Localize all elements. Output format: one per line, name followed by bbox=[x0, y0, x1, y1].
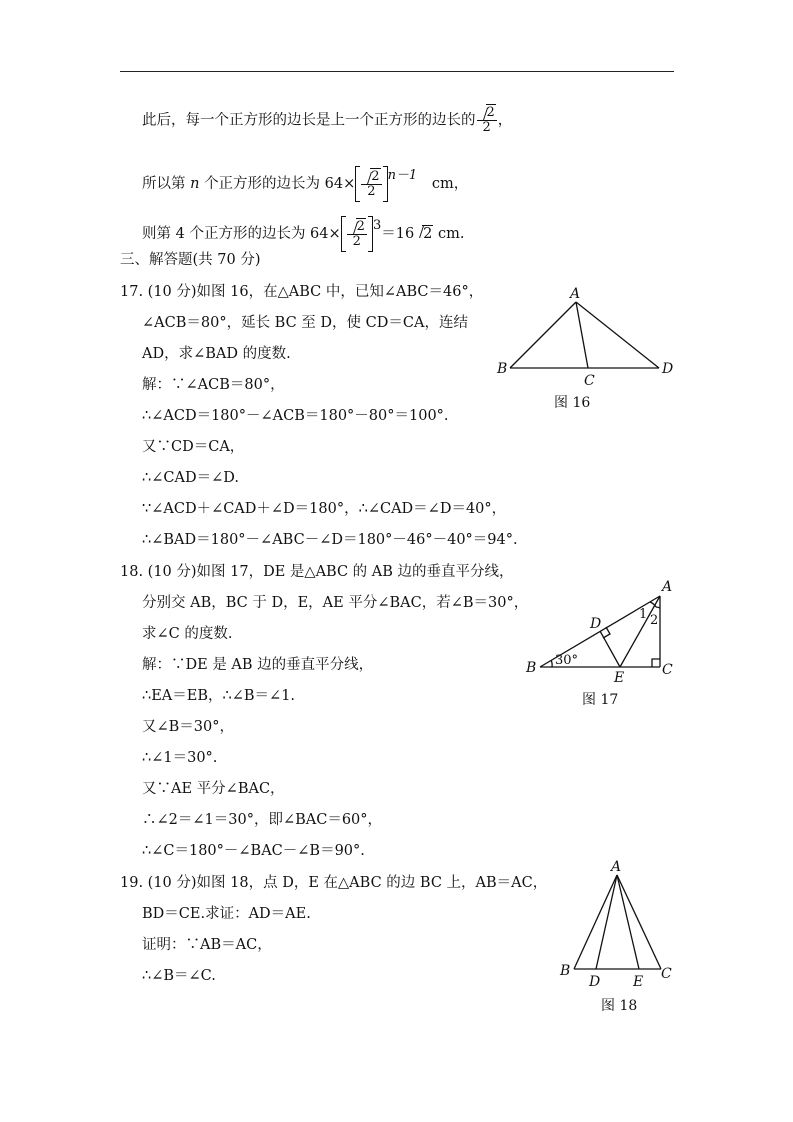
label-A: A bbox=[662, 579, 673, 595]
angle-arc-B bbox=[551, 660, 552, 667]
q18-step7: ∴∠C＝180°－∠BAC－∠B＝90°. bbox=[142, 843, 365, 859]
header-rule bbox=[120, 71, 674, 72]
text: 个正方形的边长为 64× bbox=[204, 176, 356, 192]
q17-step6: ∴∠BAD＝180°－∠ABC－∠D＝180°－46°－40°＝94°. bbox=[142, 532, 518, 548]
fraction-sqrt2-over-2 bbox=[347, 220, 367, 249]
text: 所以第 bbox=[142, 176, 186, 192]
figure-16 bbox=[494, 282, 684, 412]
text: 则第 4 个正方形的边长为 64× bbox=[142, 226, 341, 242]
section-heading: 三、解答题(共 70 分) bbox=[120, 252, 261, 268]
right-angle-C bbox=[652, 659, 660, 667]
label-E: E bbox=[614, 670, 625, 686]
caption-16: 图 16 bbox=[554, 395, 591, 411]
q18-step4: ∴∠1＝30°. bbox=[142, 750, 218, 766]
text: ＝16 bbox=[381, 226, 415, 242]
q19-line2: BD＝CE.求证：AD＝AE. bbox=[142, 906, 311, 922]
label-D: D bbox=[589, 974, 601, 990]
label-angle-2: 2 bbox=[650, 613, 659, 628]
label-C: C bbox=[661, 966, 672, 982]
radicand: 2 bbox=[371, 168, 380, 184]
edge-DE bbox=[600, 631, 620, 667]
label-C: C bbox=[584, 373, 595, 389]
line-nth-square bbox=[142, 166, 468, 202]
q18-step3: 又∠B＝30°， bbox=[142, 719, 235, 735]
radicand: 2 bbox=[486, 105, 495, 120]
exponent: n－1 bbox=[387, 168, 418, 183]
edge-AB bbox=[510, 302, 576, 368]
q17-line1: 17. (10 分)如图 16，在△ABC 中，已知∠ABC＝46°， bbox=[120, 284, 484, 300]
q18-line3: 求∠C 的度数. bbox=[142, 626, 233, 642]
label-angle-1: 1 bbox=[639, 607, 648, 622]
q17-line2: ∠ACB＝80°，延长 BC 至 D，使 CD＝CA，连结 bbox=[142, 315, 468, 331]
edge-AB bbox=[574, 875, 617, 969]
text: 此后，每一个正方形的边长是上一个正方形的边长的 bbox=[142, 112, 476, 129]
right-bracket bbox=[383, 166, 388, 202]
edge-AD bbox=[596, 875, 617, 969]
q18-step6: ∴∠2＝∠1＝30°，即∠BAC＝60°， bbox=[142, 812, 383, 828]
var-n: n bbox=[190, 176, 200, 192]
q18-step5: 又∵AE 平分∠BAC， bbox=[142, 781, 285, 797]
text: ， bbox=[497, 112, 513, 129]
label-E: E bbox=[633, 974, 644, 990]
unit: cm， bbox=[431, 176, 469, 192]
label-A: A bbox=[570, 286, 581, 302]
line-4th-square bbox=[142, 216, 465, 252]
label-B: B bbox=[560, 963, 571, 979]
label-A: A bbox=[611, 859, 622, 875]
caption-17: 图 17 bbox=[582, 692, 619, 708]
q19-line1: 19. (10 分)如图 18，点 D，E 在△ABC 的边 BC 上，AB＝AC， bbox=[120, 875, 548, 891]
q18-step2: ∴EA＝EB，∴∠B＝∠1. bbox=[142, 688, 296, 704]
exponent: 3 bbox=[372, 218, 382, 233]
left-bracket bbox=[355, 166, 360, 202]
edge-AC bbox=[617, 875, 661, 969]
denominator: 2 bbox=[352, 233, 361, 249]
q19-step1: 证明：∵AB＝AC， bbox=[142, 937, 272, 953]
label-angle-30: 30° bbox=[555, 653, 579, 668]
label-B: B bbox=[497, 361, 508, 377]
q17-step3: 又∵CD＝CA， bbox=[142, 439, 245, 455]
q18-line1: 18. (10 分)如图 17，DE 是△ABC 的 AB 边的垂直平分线， bbox=[120, 564, 514, 580]
q17-step5: ∵∠ACD＋∠CAD＋∠D＝180°，∴∠CAD＝∠D＝40°， bbox=[142, 501, 507, 517]
fraction-sqrt2-over-2 bbox=[477, 106, 497, 135]
caption-18: 图 18 bbox=[601, 998, 638, 1014]
angle-arc-2 bbox=[656, 607, 660, 608]
denominator: 2 bbox=[367, 183, 376, 199]
q19-step2: ∴∠B＝∠C. bbox=[142, 968, 216, 984]
q18-step1: 解：∵DE 是 AB 边的垂直平分线， bbox=[142, 657, 374, 673]
q17-line3: AD，求∠BAD 的度数. bbox=[142, 346, 291, 362]
denominator: 2 bbox=[482, 120, 491, 135]
edge-AD bbox=[576, 302, 659, 368]
unit: cm. bbox=[438, 226, 465, 242]
radicand: 2 bbox=[356, 218, 365, 234]
radicand: 2 bbox=[423, 226, 433, 242]
figure-18 bbox=[556, 858, 686, 1018]
label-D: D bbox=[662, 361, 674, 377]
q17-step4: ∴∠CAD＝∠D. bbox=[142, 470, 239, 486]
edge-AE bbox=[617, 875, 639, 969]
fraction-sqrt2-over-2 bbox=[361, 170, 381, 199]
q17-step2: ∴∠ACD＝180°－∠ACB＝180°－80°＝100°. bbox=[142, 408, 449, 424]
line-ratio bbox=[142, 106, 512, 135]
q17-step1: 解：∵∠ACB＝80°， bbox=[142, 377, 285, 393]
edge-AC bbox=[576, 302, 588, 368]
label-B: B bbox=[526, 660, 537, 676]
figure-17 bbox=[522, 576, 682, 711]
left-bracket bbox=[341, 216, 346, 252]
label-C: C bbox=[662, 662, 673, 678]
q18-line2: 分别交 AB，BC 于 D，E，AE 平分∠BAC，若∠B＝30°， bbox=[142, 595, 529, 611]
label-D: D bbox=[590, 616, 602, 632]
